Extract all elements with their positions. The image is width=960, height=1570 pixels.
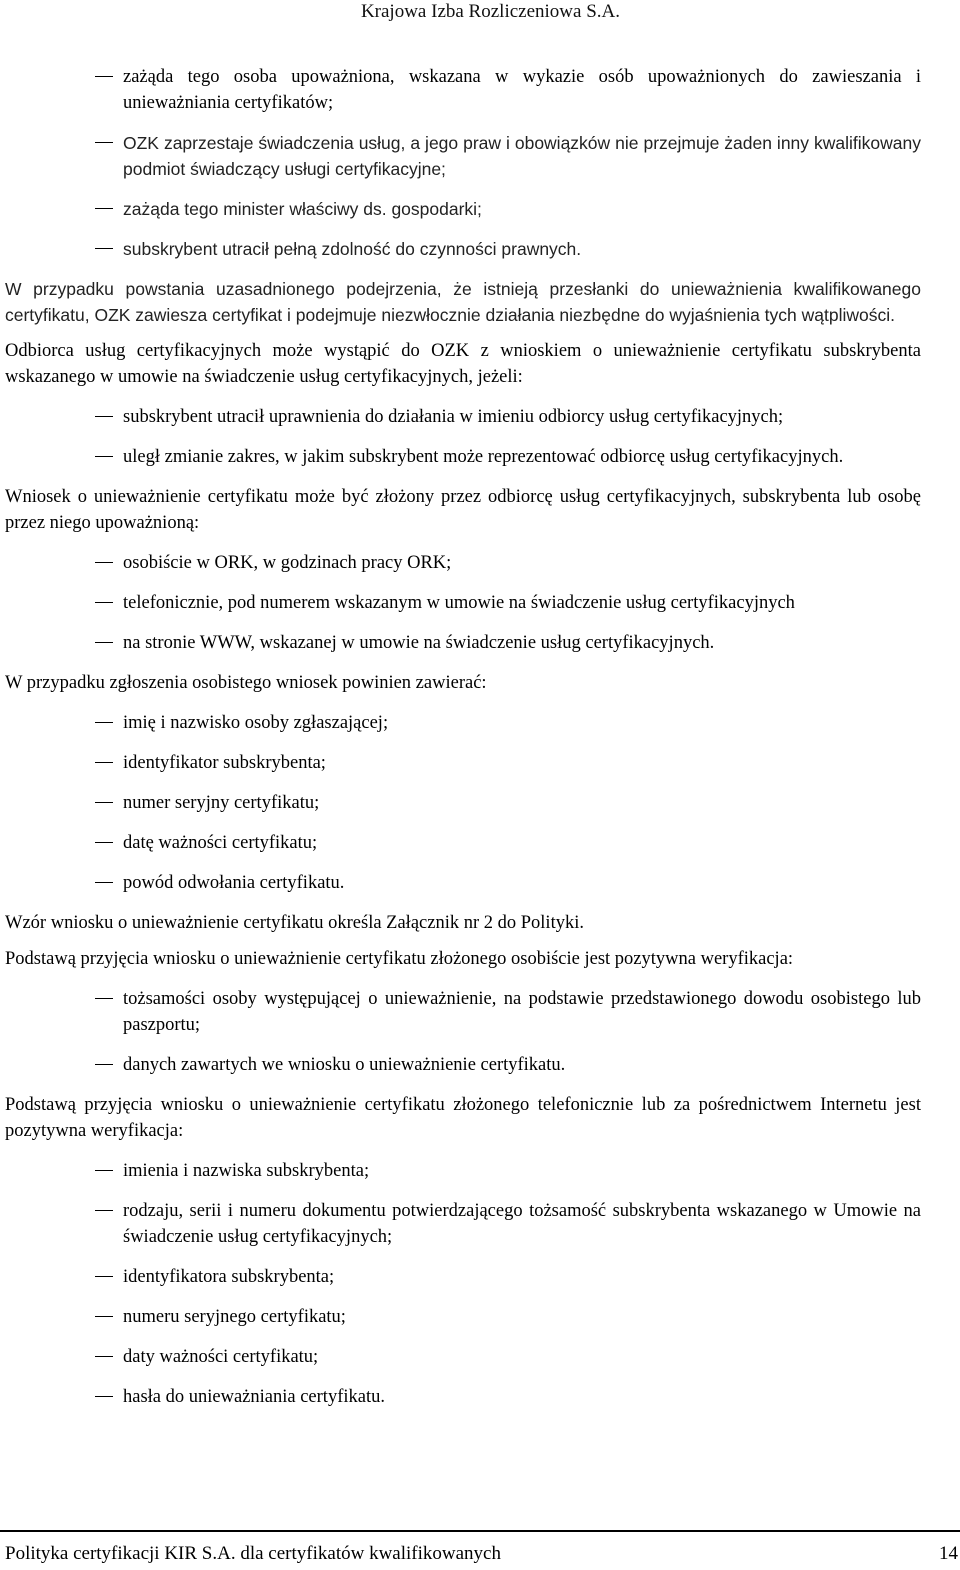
running-header: Krajowa Izba Rozliczeniowa S.A. bbox=[360, 1, 620, 22]
list-item: telefonicznie, pod numerem wskazanym w umowie na świadczenie usług certyfikacyjnych bbox=[5, 590, 921, 616]
list-item: rodzaju, serii i numeru dokumentu potwierdzającego tożsamość subskrybenta wskazanego w Umowie na świadczenie usług certyfikacyjnych; bbox=[5, 1198, 921, 1250]
paragraph-personal-request: W przypadku zgłoszenia osobistego wniosek powinien zawierać: bbox=[5, 673, 487, 693]
request-contents-list bbox=[5, 710, 921, 896]
list-item: zażąda tego osoba upoważniona, wskazana w wykazie osób upoważnionych do zawieszania i unieważniania certyfikatów; bbox=[5, 64, 921, 116]
list-item: powód odwołania certyfikatu. bbox=[5, 870, 921, 896]
list-item: numer seryjny certyfikatu; bbox=[5, 790, 921, 816]
revocation-conditions-list bbox=[5, 64, 921, 262]
list-item: osobiście w ORK, w godzinach pracy ORK; bbox=[5, 550, 921, 576]
page-body bbox=[5, 64, 921, 1424]
list-item: danych zawartych we wniosku o unieważnienie certyfikatu. bbox=[5, 1052, 921, 1078]
list-item: subskrybent utracił uprawnienia do działania w imieniu odbiorcy usług certyfikacyjnych; bbox=[5, 404, 921, 430]
list-item: numeru seryjnego certyfikatu; bbox=[5, 1304, 921, 1330]
list-item: imienia i nazwiska subskrybenta; bbox=[5, 1158, 921, 1184]
footer-divider bbox=[0, 1530, 960, 1532]
footer-document-title: Polityka certyfikacji KIR S.A. dla certyfikatów kwalifikowanych bbox=[5, 1543, 501, 1564]
list-item: na stronie WWW, wskazanej w umowie na świadczenie usług certyfikacyjnych. bbox=[5, 630, 921, 656]
remote-verification-list bbox=[5, 1158, 921, 1410]
paragraph-submission: Wniosek o unieważnienie certyfikatu może być złożony przez odbiorcę usług certyfikacyjnych, subskrybenta lub osobę przez niego upoważnioną: bbox=[5, 487, 921, 533]
list-item: identyfikator subskrybenta; bbox=[5, 750, 921, 776]
paragraph-template-reference: Wzór wniosku o unieważnienie certyfikatu określa Załącznik nr 2 do Polityki. bbox=[5, 913, 584, 933]
paragraph-suspension: W przypadku powstania uzasadnionego podejrzenia, że istnieją przesłanki do unieważnienia kwalifikowanego certyfikatu, OZK zawiesza certyfikat i podejmuje niezwłocznie działania niezbędne do wyjaśnienia tych wątpliwości. bbox=[5, 279, 921, 325]
list-item: hasła do unieważniania certyfikatu. bbox=[5, 1384, 921, 1410]
list-item: daty ważności certyfikatu; bbox=[5, 1344, 921, 1370]
list-item: imię i nazwisko osoby zgłaszającej; bbox=[5, 710, 921, 736]
page-number: 14 bbox=[939, 1543, 958, 1564]
paragraph-remote-verification: Podstawą przyjęcia wniosku o unieważnienie certyfikatu złożonego telefonicznie lub za pośrednictwem Internetu jest pozytywna weryfikacja: bbox=[5, 1095, 921, 1141]
personal-verification-list bbox=[5, 986, 921, 1078]
paragraph-personal-verification: Podstawą przyjęcia wniosku o unieważnienie certyfikatu złożonego osobiście jest pozytywna weryfikacja: bbox=[5, 949, 794, 969]
list-item: tożsamości osoby występującej o unieważnienie, na podstawie przedstawionego dowodu osobistego lub paszportu; bbox=[5, 986, 921, 1038]
list-item: subskrybent utracił pełną zdolność do czynności prawnych. bbox=[5, 236, 921, 262]
list-item: identyfikatora subskrybenta; bbox=[5, 1264, 921, 1290]
list-item: zażąda tego minister właściwy ds. gospodarki; bbox=[5, 196, 921, 222]
list-item: uległ zmianie zakres, w jakim subskrybent może reprezentować odbiorcę usług certyfikacyjnych. bbox=[5, 444, 921, 470]
paragraph-recipient-request: Odbiorca usług certyfikacyjnych może wystąpić do OZK z wnioskiem o unieważnienie certyfikatu subskrybenta wskazanego w umowie na świadczenie usług certyfikacyjnych, jeżeli: bbox=[5, 341, 921, 387]
submission-methods-list bbox=[5, 550, 921, 656]
list-item: OZK zaprzestaje świadczenia usług, a jego praw i obowiązków nie przejmuje żaden inny kwalifikowany podmiot świadczący usługi certyfikacyjne; bbox=[5, 130, 921, 182]
list-item: datę ważności certyfikatu; bbox=[5, 830, 921, 856]
recipient-conditions-list bbox=[5, 404, 921, 470]
